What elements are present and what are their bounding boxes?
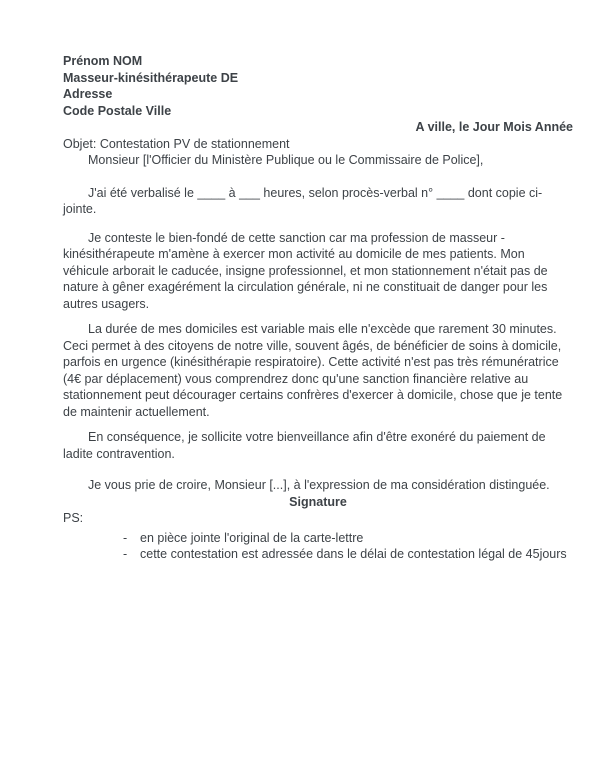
postscript-item-attachment: en pièce jointe l'original de la carte-lettre — [140, 530, 364, 545]
paragraph-contestation: Je conteste le bien-fondé de cette sanction car ma profession de masseur - kinésithérapeute m'amène à exercer mon activité au domicile de mes patients. Mon véhicule arborait le caducée, insigne professionnel, et mon stationnement n'était pas de nature à gêner exagérément la circulation générale, ni ne constituait de danger pour les autres usagers. — [63, 230, 548, 311]
date-place-line: A ville, le Jour Mois Année — [415, 120, 573, 134]
paragraph-demande-exoneration: En conséquence, je sollicite votre bienveillance afin d'être exonéré du paiement de ladite contravention. — [63, 430, 546, 461]
paragraph-verbalisation: J'ai été verbalisé le ____ à ___ heures, selon procès-verbal n° ____ dont copie ci-jointe. — [63, 185, 543, 216]
sender-city: Code Postale Ville — [63, 103, 172, 118]
postscript-block — [63, 510, 573, 563]
sender-block — [63, 53, 573, 119]
sender-profession: Masseur-kinésithérapeute DE — [63, 70, 239, 85]
sender-name: Prénom NOM — [63, 54, 143, 68]
postscript-item-delai: cette contestation est adressée dans le délai de contestation légal de 45jours — [140, 547, 567, 561]
sender-address: Adresse — [63, 87, 113, 101]
salutation: Monsieur [l'Officier du Ministère Publique ou le Commissaire de Police], — [88, 153, 484, 167]
postscript-label: PS: — [63, 511, 84, 525]
paragraph-duree-domiciles: La durée de mes domiciles est variable mais elle n'excède que rarement 30 minutes. Ceci permet à des citoyens de notre ville, souvent âgés, de bénéficier de soins à domicile, parfois en urgence (kinésithérapie respiratoire). Cette activité n'est pas très rémunératrice (4€ par déplacement) vous comprendrez donc qu'une sanction financière relative au stationnement peut décourager certains confrères d'exercer à domicile, chose que je tente de maintenir actuellement. — [63, 322, 563, 419]
list-item — [63, 546, 573, 563]
list-item — [63, 530, 573, 547]
paragraph-formule-politesse: Je vous prie de croire, Monsieur [...], à l'expression de ma considération distinguée. — [88, 478, 550, 492]
dash-list-marker: - — [123, 530, 128, 545]
dash-list-marker: - — [123, 547, 128, 561]
signature-label: Signature — [289, 494, 347, 509]
subject-line: Objet: Contestation PV de stationnement — [63, 136, 290, 151]
